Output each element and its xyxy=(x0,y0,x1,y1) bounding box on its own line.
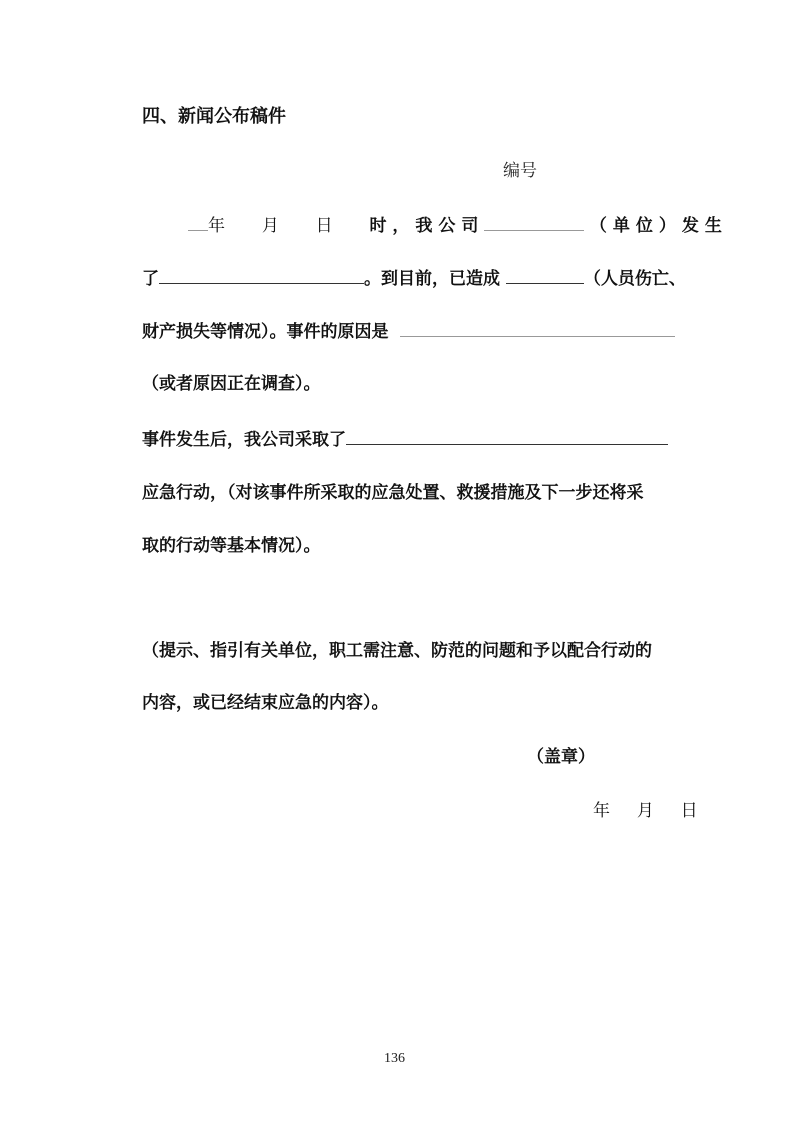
para1-line2 xyxy=(142,267,686,290)
para3-line1: （提示、指引有关单位，职工需注意、防范的问题和予以配合行动的 xyxy=(142,641,652,661)
sig-month-label: 月 xyxy=(636,801,654,821)
casualties-blank[interactable] xyxy=(506,267,584,284)
serial-number-label: 编号 xyxy=(503,161,537,181)
unit-occurred-text: （单位）发生 xyxy=(589,216,728,236)
signature-date xyxy=(593,800,698,822)
day-label: 日 xyxy=(315,216,333,236)
year-blank[interactable] xyxy=(188,214,208,231)
para1-line1 xyxy=(188,214,728,237)
month-label: 月 xyxy=(261,216,279,236)
para2-line3: 取的行动等基本情况）。 xyxy=(142,536,321,556)
year-label: 年 xyxy=(208,216,225,236)
page-number: 136 xyxy=(384,1051,405,1066)
para2-line2: 应急行动，（对该事件所采取的应急处置、救援措施及下一步还将采 xyxy=(142,483,644,503)
company-blank[interactable] xyxy=(484,214,584,231)
event-blank[interactable] xyxy=(159,267,364,284)
cause-text: 财产损失等情况）。事件的原因是 xyxy=(142,322,389,342)
cause-blank[interactable] xyxy=(400,320,675,337)
caused-text: 。到目前，已造成 xyxy=(364,269,500,289)
para2-line1 xyxy=(142,428,668,451)
seal-label: （盖章） xyxy=(527,747,595,767)
casualties-text: （人员伤亡、 xyxy=(583,269,686,289)
para1-line4: （或者原因正在调查）。 xyxy=(142,374,321,394)
le-text: 了 xyxy=(142,269,159,289)
para3-line2: 内容，或已经结束应急的内容）。 xyxy=(142,693,389,713)
hour-company-text: 时，我公司 xyxy=(369,216,485,236)
section-title: 四、新闻公布稿件 xyxy=(142,106,286,127)
sig-day-label: 日 xyxy=(680,801,698,821)
para1-line3 xyxy=(142,320,675,343)
measures-text: 事件发生后，我公司采取了 xyxy=(142,430,346,450)
measures-blank[interactable] xyxy=(346,428,668,445)
sig-year-label: 年 xyxy=(593,801,610,821)
